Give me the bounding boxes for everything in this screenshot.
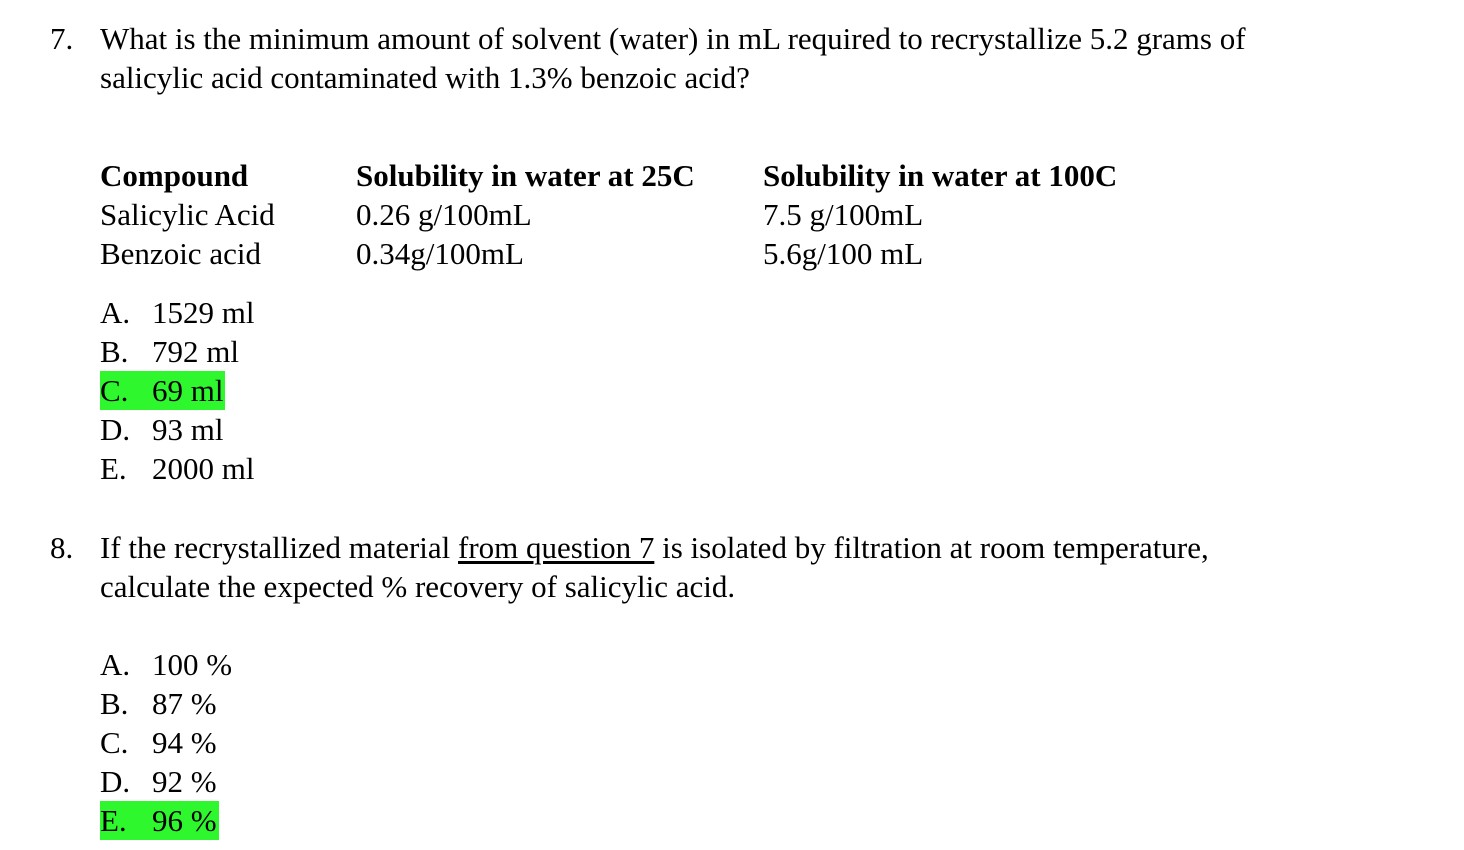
- question-8-line-2: calculate the expected % recovery of salicylic acid.: [100, 569, 736, 604]
- question-8-option-a: A. 100 %: [100, 647, 233, 682]
- question-8-line-1: If the recrystallized material from question 7 is isolated by filtration at room temperature,: [100, 530, 1209, 565]
- question-7-line-2: salicylic acid contaminated with 1.3% benzoic acid?: [100, 60, 750, 95]
- table-cell-compound-benzoic: Benzoic acid: [100, 236, 261, 271]
- table-cell-benzoic-25c: 0.34g/100mL: [356, 236, 524, 271]
- question-7-text: [100, 19, 1430, 97]
- question-8-option-d: D. 92 %: [100, 764, 217, 799]
- question-7-option-b: B. 792 ml: [100, 334, 239, 369]
- table-header-solubility-100c: Solubility in water at 100C: [763, 158, 1118, 193]
- question-8-text: [100, 528, 1430, 606]
- question-7-line-1: What is the minimum amount of solvent (water) in mL required to recrystallize 5.2 grams of: [100, 21, 1246, 56]
- question-7-option-c: C. 69 ml: [100, 373, 224, 408]
- question-7-reference-link[interactable]: from question 7: [458, 530, 655, 565]
- question-7-option-a: A. 1529 ml: [100, 295, 255, 330]
- table-cell-compound-salicylic: Salicylic Acid: [100, 197, 275, 232]
- table-header-compound: Compound: [100, 158, 249, 193]
- table-cell-benzoic-100c: 5.6g/100 mL: [763, 236, 924, 271]
- question-7-number: 7.: [50, 21, 74, 56]
- question-8-options: [100, 645, 234, 840]
- question-8-option-c: C. 94 %: [100, 725, 217, 760]
- question-7-options: [100, 293, 256, 488]
- question-7-option-e: E. 2000 ml: [100, 451, 255, 486]
- question-8-option-b: B. 87 %: [100, 686, 217, 721]
- question-8-option-e: E. 96 %: [100, 803, 217, 838]
- table-header-solubility-25c: Solubility in water at 25C: [356, 158, 695, 193]
- table-cell-salicylic-25c: 0.26 g/100mL: [356, 197, 532, 232]
- table-cell-salicylic-100c: 7.5 g/100mL: [763, 197, 924, 232]
- question-8-number: 8.: [50, 530, 74, 565]
- question-7-option-d: D. 93 ml: [100, 412, 224, 447]
